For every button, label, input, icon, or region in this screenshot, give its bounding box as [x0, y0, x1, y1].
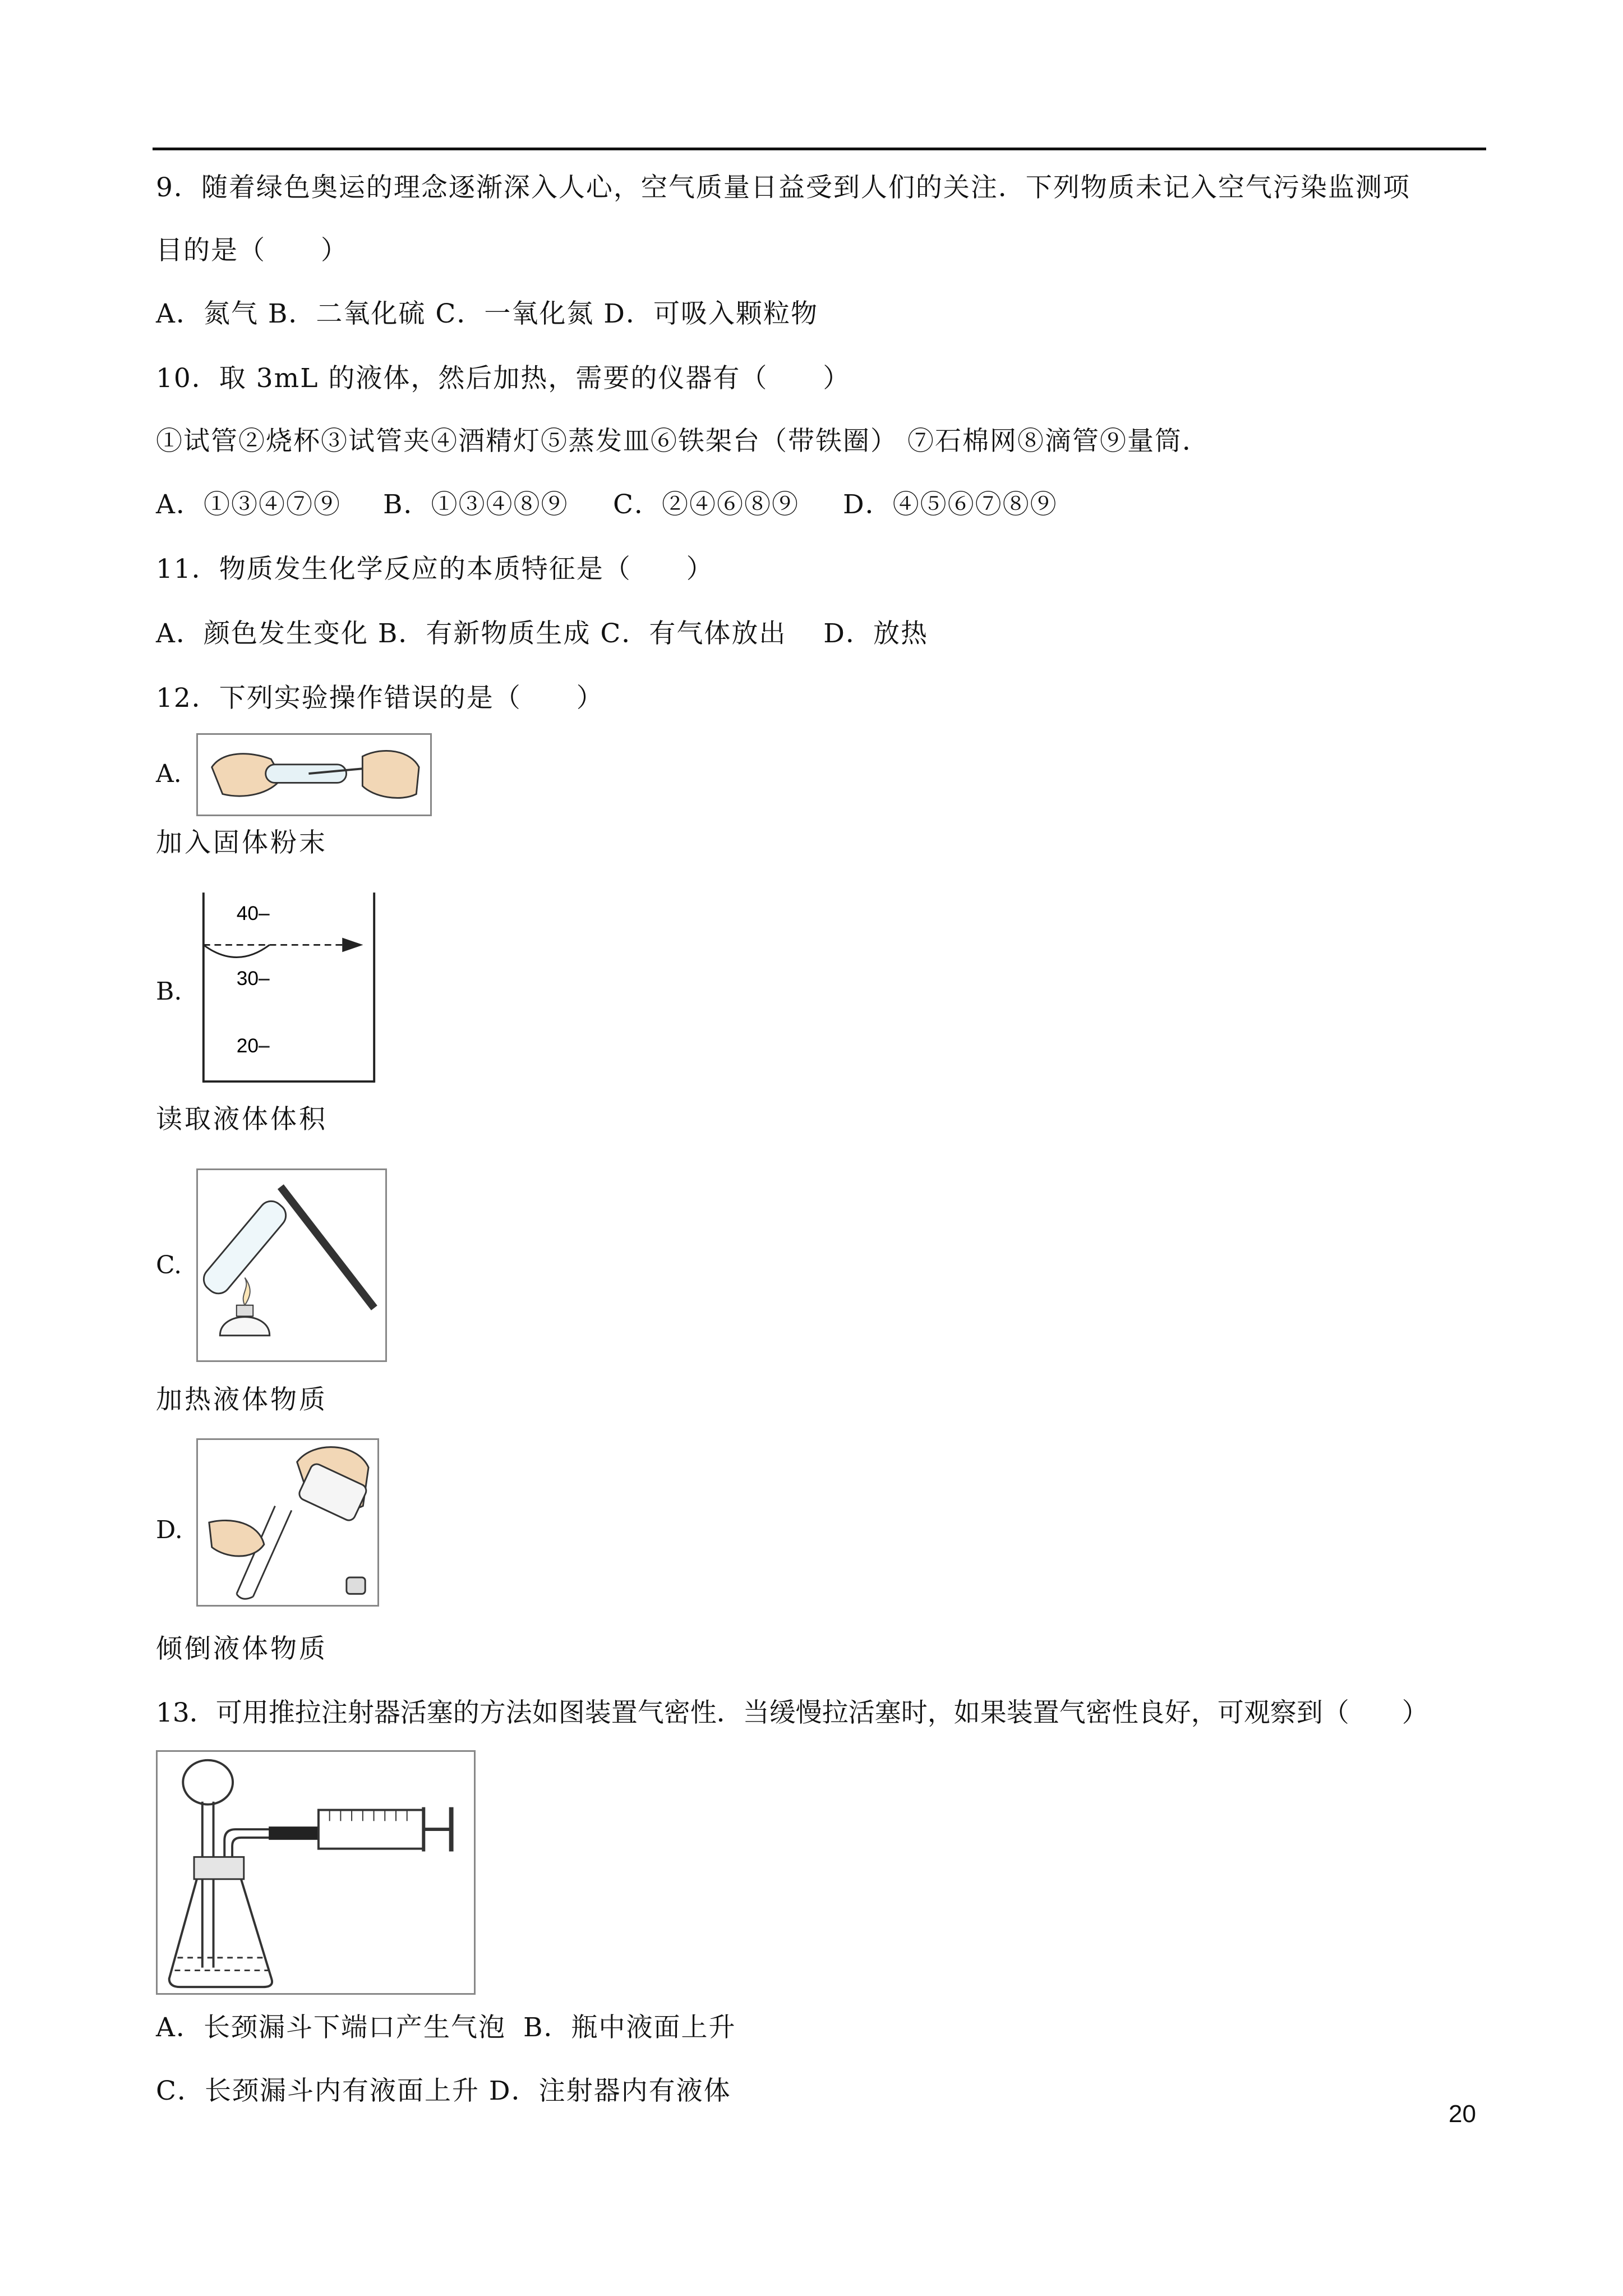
q10-option-a: A．①③④⑦⑨ — [156, 489, 341, 520]
q12-option-b-caption: 读取液体体积 — [156, 1104, 328, 1135]
header-rule — [153, 148, 1486, 150]
scale-label-30: 30 — [236, 968, 259, 990]
q10-options — [156, 488, 1058, 522]
q10-option-b: B．①③④⑧⑨ — [383, 489, 569, 520]
q12-stem: 12．下列实验操作错误的是（ ） — [156, 683, 604, 714]
q12-option-c-letter: C. — [156, 1251, 182, 1280]
q10-items: ①试管②烧杯③试管夹④酒精灯⑤蒸发皿⑥铁架台（带铁圈） ⑦石棉网⑧滴管⑨量筒． — [156, 426, 1210, 457]
q13-option-b: B．瓶中液面上升 — [523, 2012, 736, 2043]
q12-option-b-figure — [196, 891, 381, 1086]
q9-options: A．氮气 B．二氧化硫 C．一氧化氮 D．可吸入颗粒物 — [156, 298, 818, 329]
q9-stem-line2: 目的是（ ） — [156, 235, 348, 266]
q12-option-c-figure — [196, 1168, 387, 1362]
powder-spatula-illustration — [198, 735, 430, 815]
q11-options: A．颜色发生变化 B．有新物质生成 C．有气体放出 D．放热 — [156, 618, 928, 649]
q12-option-d-caption: 倾倒液体物质 — [156, 1634, 328, 1664]
q11-stem: 11．物质发生化学反应的本质特征是（ ） — [156, 554, 714, 585]
scale-label-40: 40 — [236, 903, 259, 925]
q12-option-c-caption: 加热液体物质 — [156, 1384, 328, 1415]
q12-option-d-figure — [196, 1438, 379, 1607]
q10-stem: 10．取 3mL 的液体，然后加热，需要的仪器有（ ） — [156, 363, 851, 394]
q13-stem: 13．可用推拉注射器活塞的方法如图装置气密性．当缓慢拉活塞时，如果装置气密性良好，可观察到（ ） — [156, 1697, 1428, 1728]
q13-option-a: A．长颈漏斗下端口产生气泡 — [156, 2012, 506, 2043]
scale-label-20: 20 — [236, 1034, 259, 1057]
airtightness-apparatus-illustration — [158, 1752, 474, 1993]
q13-options-line1 — [156, 2011, 736, 2045]
q9-stem-line1: 9．随着绿色奥运的理念逐渐深入人心，空气质量日益受到人们的关注．下列物质未记入空气污染监测项 — [156, 172, 1410, 203]
q12-option-a-figure — [196, 733, 432, 816]
page-number: 20 — [1449, 2100, 1476, 2128]
heating-test-tube-illustration — [198, 1170, 385, 1360]
q12-option-b-letter: B. — [156, 977, 182, 1006]
q10-option-d: D．④⑤⑥⑦⑧⑨ — [843, 489, 1058, 520]
q12-option-d-letter: D. — [156, 1516, 183, 1544]
q13-options-line2: C．长颈漏斗内有液面上升 D．注射器内有液体 — [156, 2076, 731, 2106]
pouring-liquid-illustration — [198, 1440, 377, 1605]
q12-option-a-caption: 加入固体粉末 — [156, 827, 328, 858]
q13-apparatus-figure — [156, 1750, 476, 1995]
q12-option-a-letter: A. — [156, 760, 182, 788]
graduated-cylinder-illustration — [198, 892, 380, 1084]
q10-option-c: C．②④⑥⑧⑨ — [613, 489, 799, 520]
